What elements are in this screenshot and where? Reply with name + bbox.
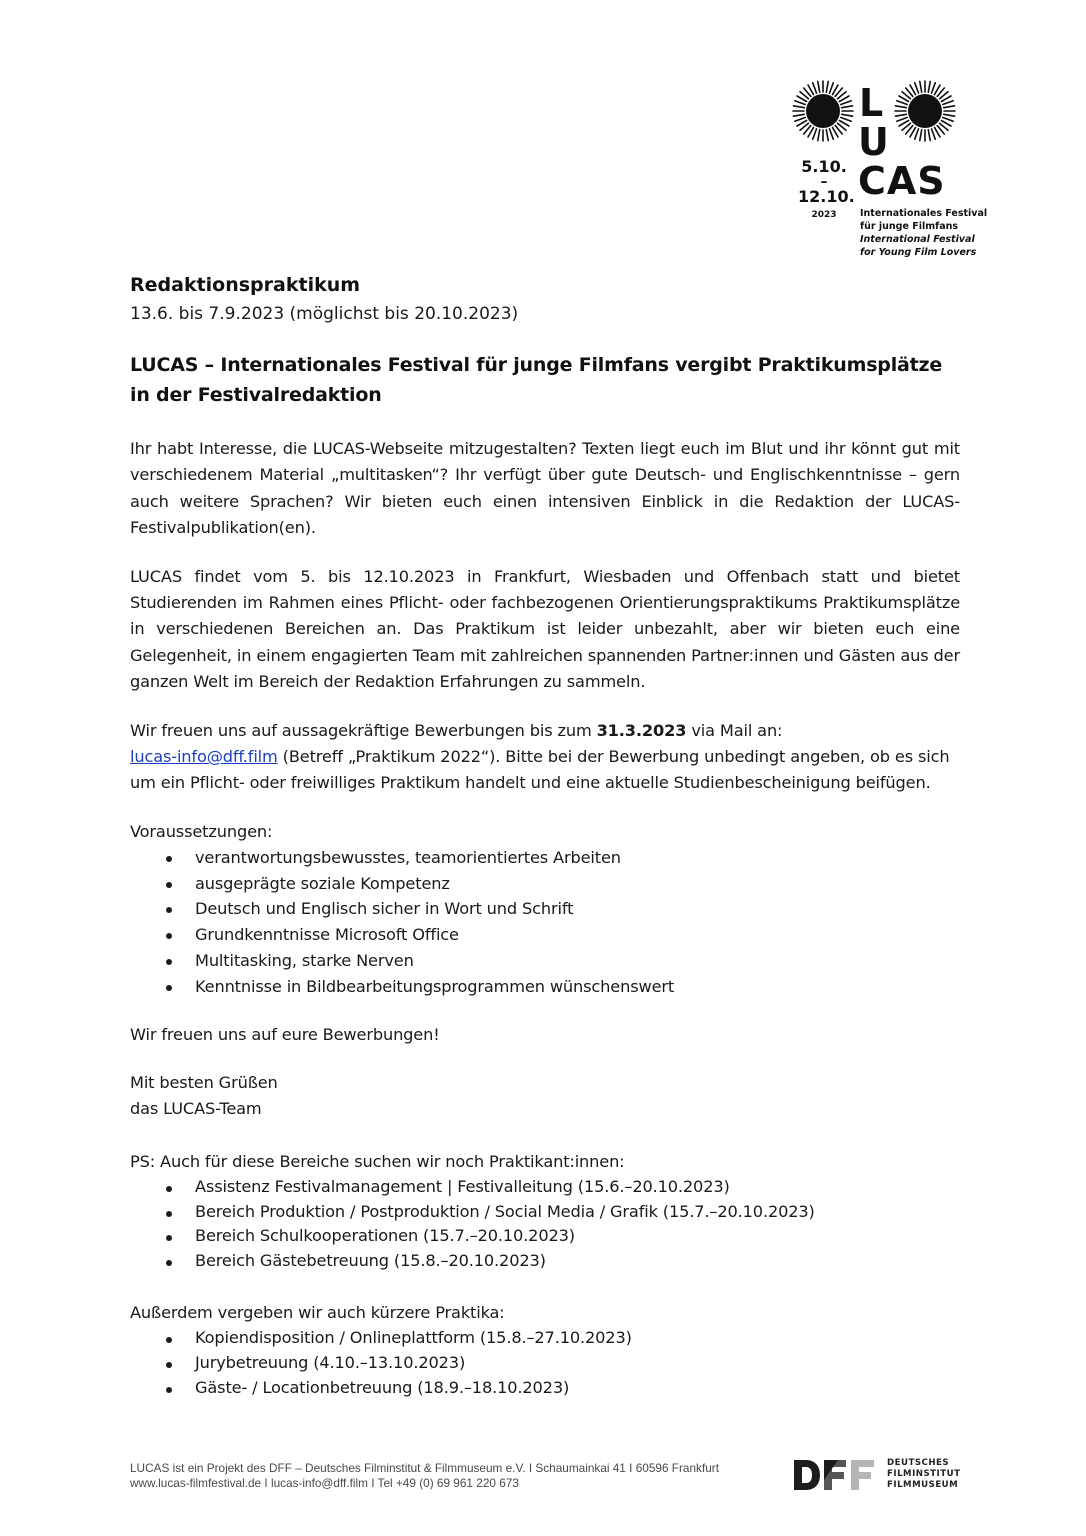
tagline-de-1: Internationales Festival [860,208,988,219]
signoff [130,1070,960,1123]
page-subtitle: 13.6. bis 7.9.2023 (möglichst bis 20.10.2023) [130,304,519,324]
logo-letters-cas: CAS [858,159,946,203]
tagline-de-2: für junge Filmfans [860,221,959,232]
logo-tagline [860,207,987,259]
dff-line-2: FILMINSTITUT [887,1469,961,1479]
ps-list [166,1175,960,1274]
logo-letter-l: L [859,81,884,125]
short-internships-list [166,1326,960,1400]
list-item: Gäste- / Locationbetreuung (18.9.–18.10.2023) [166,1376,960,1401]
list-item: Assistenz Festivalmanagement | Festivalleitung (15.6.–20.10.2023) [166,1175,960,1200]
logo-letter-u: U [858,120,889,164]
date-end: 12.10. [798,187,855,206]
tagline-en-2: for Young Film Lovers [860,247,977,258]
festival-dates [798,157,855,222]
footer [130,1461,719,1491]
closing-line: Wir freuen uns auf eure Bewerbungen! [130,1024,440,1044]
apply-text-instructions: (Betreff „Praktikum 2022“). Bitte bei der Bewerbung unbedingt angeben, ob es sich um ein Pflicht- oder freiwilliges Praktikum handelt und eine aktuelle Studienbescheinigung beifügen. [130,747,950,793]
page-title: Redaktionspraktikum [130,274,361,296]
email-link[interactable]: lucas-info@dff.film [130,747,278,767]
about-paragraph: LUCAS findet vom 5. bis 12.10.2023 in Frankfurt, Wiesbaden und Offenbach statt und bietet Studierenden im Rahmen eines Pflicht- oder fachbezogenen Orientierungspraktikums Praktikumsplätze in verschiedenen Bereichen an. Das Praktikum ist leider unbezahlt, aber wir bieten euch eine Gelegenheit, in einem engagierten Team mit zahlreichen spannenden Partner:innen und Gästen aus der ganzen Welt im Bereich der Redaktion Erfahrungen zu sammeln. [130,566,960,692]
date-year: 2023 [811,210,837,220]
list-item: verantwortungsbewusstes, teamorientiertes Arbeiten [166,845,960,871]
list-item: Bereich Gästebetreuung (15.8.–20.10.2023) [166,1249,960,1274]
lucas-festival-logo [790,78,990,268]
application-deadline: 31.3.2023 [596,720,687,740]
dff-line-3: FILMMUSEUM [887,1480,959,1490]
signoff-sender: das LUCAS-Team [130,1099,262,1119]
dff-logo [794,1458,974,1492]
short-internships-label: Außerdem vergeben wir auch kürzere Praktika: [130,1303,505,1323]
requirements-list [166,845,960,1000]
list-item: Multitasking, starke Nerven [166,948,960,974]
list-item: ausgeprägte soziale Kompetenz [166,871,960,897]
list-item: Kopiendisposition / Onlineplattform (15.8.–27.10.2023) [166,1326,960,1351]
apply-paragraph [130,718,960,797]
dff-mark-icon [794,1460,878,1490]
signoff-greeting: Mit besten Grüßen [130,1073,278,1093]
intro-paragraph: Ihr habt Interesse, die LUCAS-Webseite mitzugestalten? Texten liegt euch im Blut und ihr könnt gut mit verschiedenem Material „multitasken“? Ihr verfügt über gute Deutsch- und Englischkenntnisse – gern auch weitere Sprachen? Wir bieten euch einen intensiven Einblick in die Redaktion der LUCAS-Festivalpublikation(en). [130,439,960,538]
document-body [130,270,960,1400]
sunburst-icon [894,80,956,142]
headline: LUCAS – Internationales Festival für junge Filmfans vergibt Praktikumsplätze in der Festivalredaktion [130,354,943,406]
list-item: Grundkenntnisse Microsoft Office [166,922,960,948]
ps-label: PS: Auch für diese Bereiche suchen wir noch Praktikant:innen: [130,1151,625,1171]
requirements-label: Voraussetzungen: [130,821,273,841]
sunburst-icon [792,80,854,142]
date-start: 5.10. [801,157,847,176]
date-dash: – [820,174,828,190]
dff-wordmark [887,1458,960,1491]
dff-line-1: DEUTSCHES [887,1458,950,1468]
footer-line-2: www.lucas-filmfestival.de I lucas-info@dff.film I Tel +49 (0) 69 961 220 673 [130,1476,519,1490]
apply-text-after: via Mail an: [686,720,783,740]
list-item: Jurybetreuung (4.10.–13.10.2023) [166,1351,960,1376]
list-item: Bereich Produktion / Postproduktion / Social Media / Grafik (15.7.–20.10.2023) [166,1200,960,1225]
list-item: Deutsch und Englisch sicher in Wort und Schrift [166,896,960,922]
footer-line-1: LUCAS ist ein Projekt des DFF – Deutsches Filminstitut & Filmmuseum e.V. I Schaumainkai 41 I 60596 Frankfurt [130,1461,719,1475]
list-item: Kenntnisse in Bildbearbeitungsprogrammen wünschenswert [166,974,960,1000]
list-item: Bereich Schulkooperationen (15.7.–20.10.2023) [166,1224,960,1249]
tagline-en-1: International Festival [860,234,975,245]
apply-text-before: Wir freuen uns auf aussagekräftige Bewerbungen bis zum [130,720,597,740]
